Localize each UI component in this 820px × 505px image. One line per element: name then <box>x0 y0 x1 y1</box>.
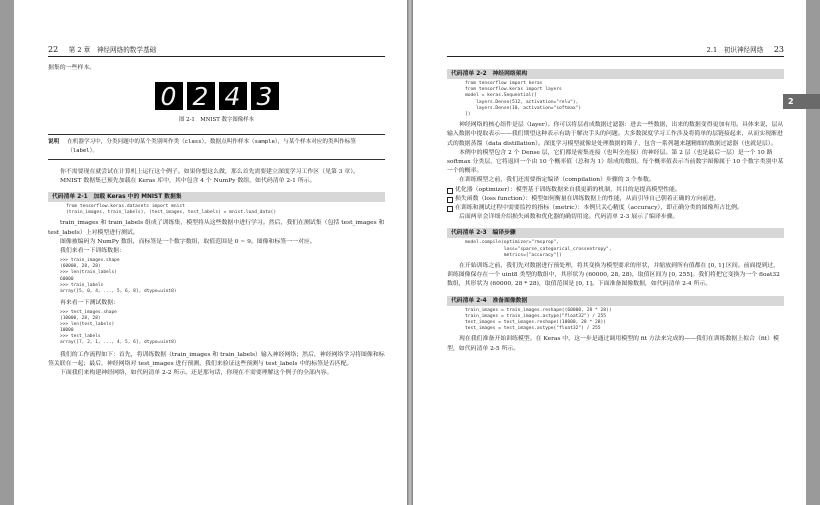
listing-title: 代码清单 2-1 加载 Keras 中的 MNIST 数据集 <box>48 192 385 202</box>
note-box <box>48 134 385 159</box>
code-line: from tensorflow.keras import layers <box>465 87 562 93</box>
repl-block <box>48 256 385 299</box>
paragraph: 现在我们准备开始训练模型。在 Keras 中，这一步是通过调用模型的 fit 方法来完成的——我们在训练数据上拟合（fit）模型，如代码清单 2-5 所示。 <box>447 336 779 352</box>
code-line: (train_images, train_labels), (test_images, test_labels) = mnist.load_data() <box>66 210 277 216</box>
paragraph: 本例中的模型包含 2 个 Dense 层，它们都是密集连接（也叫全连接）的神经层。第 2 层（也是最后一层）是一个 10 路 softmax 分类层，它将返回一个由 10 个概率值（总和为 1）组成的数组。每个概率值表示当前数字图像属于 10 个数字类别中某一个的概率。 <box>447 149 784 175</box>
listing-title: 代码清单 2-2 神经网络架构 <box>447 69 784 79</box>
bullet-item <box>447 204 784 213</box>
paragraph: 图像被编码为 NumPy 数组，而标签是一个数字数组，取值范围是 0 ~ 9。图像和标签一一对应。 <box>60 238 316 245</box>
code-line: train_images = train_images.astype("float32") / 255 <box>465 313 607 319</box>
code-block <box>447 238 784 262</box>
paragraph: 你不需要现在就尝试在计算机上运行这个例子。如果你想这么做，那么首先需要建立深度学习工作区（见第 3 章）。 <box>60 168 360 175</box>
code-line: layers.Dense(10, activation="softmax") <box>465 105 582 111</box>
code-line: loss="sparse_categorical_crossentropy", <box>465 246 612 252</box>
checkbox-bullet-icon <box>447 197 453 203</box>
right-page-body <box>447 63 784 354</box>
chapter-side-tab: 2 <box>783 94 820 109</box>
code-line: from tensorflow.keras.datasets import mnist <box>66 204 185 209</box>
right-page-number: 23 <box>773 45 784 54</box>
paragraph: 在开始训练之前，我们先对数据进行预处理，将其变换为模型要求的形状，并缩放到所有值都在 [0, 1] 区间。前面提到过，训练图像保存在一个 uint8 类型的数组中，其形状为 (60000, 28, 28)，取值区间为 [0, 255]。我们将把它变换为一个 float32 数组，其形状为 (60000, 28 * 28)，取值范围是 [0, 1]。下面准备图像数据，如代码清单 2-4 所示。 <box>447 263 780 288</box>
right-running-header <box>447 42 784 57</box>
figure-caption: 图 2-1 MNIST 数字图像样本 <box>179 117 254 124</box>
code-line: train_images = train_images.reshape((60000, 28 * 28)) <box>465 307 612 313</box>
repl-block <box>48 308 385 351</box>
listing-title: 代码清单 2-4 准备图像数据 <box>447 296 784 306</box>
code-line: ]) <box>465 112 471 118</box>
paragraph: 再来看一下测试数据： <box>60 299 119 306</box>
mnist-figure <box>48 82 385 110</box>
code-line: layers.Dense(512, activation="relu"), <box>465 99 579 105</box>
left-page-body <box>48 64 385 378</box>
repl-line: >>> test_images.shape <box>60 309 117 315</box>
left-page <box>14 0 407 505</box>
code-line: from tensorflow import keras <box>465 81 543 86</box>
chapter-title: 第 2 章 神经网络的数学基础 <box>68 46 157 54</box>
mnist-digit: 0 <box>155 82 183 110</box>
repl-line: 60000 <box>60 276 74 282</box>
paragraph: train_images 和 train_labels 组成了训练集，模型将从这些数据中进行学习。然后，我们在测试集（包括 test_images 和 test_labels）上对模型进行测试。 <box>48 220 385 236</box>
code-block <box>48 202 385 219</box>
repl-line: 10000 <box>60 328 74 334</box>
intro-text: 据集的一些样本。 <box>48 65 96 71</box>
repl-line: (60000, 28, 28) <box>60 264 101 270</box>
bullet-item <box>447 195 784 204</box>
code-block <box>447 306 784 336</box>
bullet-text: 在训练和测试过程中需要监控的指标（metric）：本例只关心精度（accuracy），即正确分类的图像所占比例。 <box>455 205 743 212</box>
code-line: metrics=["accuracy"]) <box>465 252 562 258</box>
note-text: 在机器学习中，分类问题中的某个类别叫作类（class），数据点叫作样本（sample），与某个样本对应的类叫作标签（label）。 <box>67 139 356 154</box>
repl-line: >>> test_labels <box>60 334 101 340</box>
code-line: model.compile(optimizer="rmsprop", <box>465 240 560 246</box>
repl-line: array([7, 2, 1, ..., 4, 5, 6], dtype=uint8) <box>60 340 177 346</box>
mnist-digit: 2 <box>187 82 215 110</box>
left-page-number: 22 <box>48 45 59 54</box>
paragraph: 后面两章会详细介绍损失函数和优化器的确切用途。代码清单 2-3 展示了编译步骤。 <box>459 214 679 221</box>
bullet-text: 优化器（optimizer）：模型基于训练数据来自我更新的机制，其目的是提高模型性能。 <box>455 186 681 193</box>
paragraph: 在训练模型之前，我们还需要指定编译（compilation）步骤的 3 个参数。 <box>459 177 655 184</box>
bullet-item <box>447 186 784 195</box>
paragraph: 神经网络的核心组件是层（layer）。你可以将层看成数据过滤器：进去一些数据，出来的数据变得更加有用。具体来说，层从输入数据中提取表示——我们期望这种表示有助于解决手头的问题。大多数深度学习工作涉及将简单的层链接起来，从而实现渐进式的数据蒸馏（data distillation）。深度学习模型就像是处理数据的筛子，包含一系列越来越精细的数据过滤器（也就是层）。 <box>447 122 784 147</box>
mnist-digit: 3 <box>251 82 279 110</box>
note-label: 说明 <box>48 139 60 146</box>
left-running-header <box>48 42 385 57</box>
repl-line: >>> len(train_labels) <box>60 270 117 276</box>
code-line: test_images = test_images.reshape((10000, 28 * 28)) <box>465 320 607 326</box>
paragraph: 我们的工作流程如下：首先，将训练数据（train_images 和 train_labels）输入神经网络；然后，神经网络学习将图像和标签关联在一起；最后，神经网络对 test_images 进行预测，我们来验证这些预测与 test_labels 中的标签是否匹配。 <box>48 351 385 367</box>
checkbox-bullet-icon <box>447 206 453 212</box>
right-page <box>413 0 806 505</box>
paragraph: 我们来看一下训练数据： <box>60 248 125 255</box>
repl-line: array([5, 0, 4, ..., 5, 6, 8], dtype=uint8) <box>60 288 177 294</box>
repl-line: (10000, 28, 28) <box>60 316 101 322</box>
paragraph: MNIST 数据集已预先加载在 Keras 库中，其中包含 4 个 NumPy 数组，如代码清单 2-1 所示。 <box>60 177 316 184</box>
code-block <box>447 79 784 121</box>
repl-line: >>> len(test_labels) <box>60 322 115 328</box>
listing-title: 代码清单 2-3 编译步骤 <box>447 228 784 238</box>
mnist-digit: 4 <box>219 82 247 110</box>
code-line: test_images = test_images.astype("float32") / 255 <box>465 326 601 332</box>
code-line: model = keras.Sequential([ <box>465 93 537 99</box>
repl-line: >>> train_labels <box>60 282 104 288</box>
bullet-text: 损失函数（loss function）：模型如何衡量在训练数据上的性能，从而引导自己朝着正确的方向前进。 <box>455 195 720 202</box>
repl-line: >>> train_images.shape <box>60 258 120 264</box>
checkbox-bullet-icon <box>447 188 453 194</box>
paragraph: 下面我们来构建神经网络，如代码清单 2-2 所示。还是那句话，你现在不需要理解这个例子的全部内容。 <box>60 369 333 376</box>
section-title: 2.1 初识神经网络 <box>706 46 764 54</box>
